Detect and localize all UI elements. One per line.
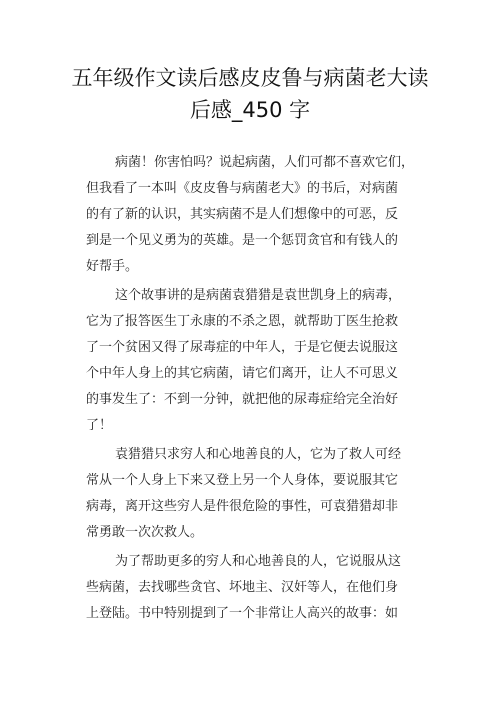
text-line: 常从一个人身上下来又登上另一个人身体，要说服其它 — [86, 473, 399, 488]
text-line: 上登陆。书中特别提到了一个非常让人高兴的故事：如 — [86, 606, 399, 621]
text-line: 病菌！你害怕吗？说起病菌，人们可都不喜欢它们， — [115, 155, 415, 170]
article-body — [86, 150, 426, 627]
text-line: 到是一个见义勇为的英雄。是一个惩罚贪官和有钱人的 — [86, 233, 399, 248]
paragraph — [86, 549, 426, 627]
paragraph — [86, 283, 426, 439]
text-line: 好帮手。 — [86, 259, 139, 274]
text-line: 了！ — [86, 418, 113, 433]
text-line: 袁猎猎只求穷人和心地善良的人，它为了救人可经 — [115, 447, 402, 462]
text-line: 这个故事讲的是病菌袁猎猎是袁世凯身上的病毒， — [115, 288, 402, 303]
title-line-1: 五年级作文读后感皮皮鲁与病菌老大读 — [71, 66, 429, 90]
paragraph — [86, 442, 426, 546]
text-line: 的事发生了：不到一分钟，就把他的尿毒症给完全治好 — [86, 392, 399, 407]
paragraph — [86, 150, 426, 280]
text-line: 些病菌，去找哪些贪官、坏地主、汉奸等人，在他们身 — [86, 580, 399, 595]
text-line: 常勇敢一次次救人。 — [86, 525, 204, 540]
title-line-2: 后感_450 字 — [189, 98, 311, 122]
text-line: 了一个贫困又得了尿毒症的中年人，于是它便去说服这 — [86, 340, 399, 355]
text-line: 为了帮助更多的穷人和心地善良的人，它说服从这 — [115, 554, 402, 569]
text-line: 它为了报答医生丁永康的不杀之恩，就帮助丁医生抢救 — [86, 314, 399, 329]
text-line: 病毒，离开这些穷人是件很危险的事性，可袁猎猎却非 — [86, 499, 399, 514]
text-line: 个中年人身上的其它病菌，请它们离开，让人不可思义 — [86, 366, 399, 381]
text-line: 但我看了一本叫《皮皮鲁与病菌老大》的书后，对病菌 — [86, 181, 399, 196]
document-title — [40, 62, 460, 126]
text-line: 的有了新的认识，其实病菌不是人们想像中的可恶，反 — [86, 207, 399, 222]
